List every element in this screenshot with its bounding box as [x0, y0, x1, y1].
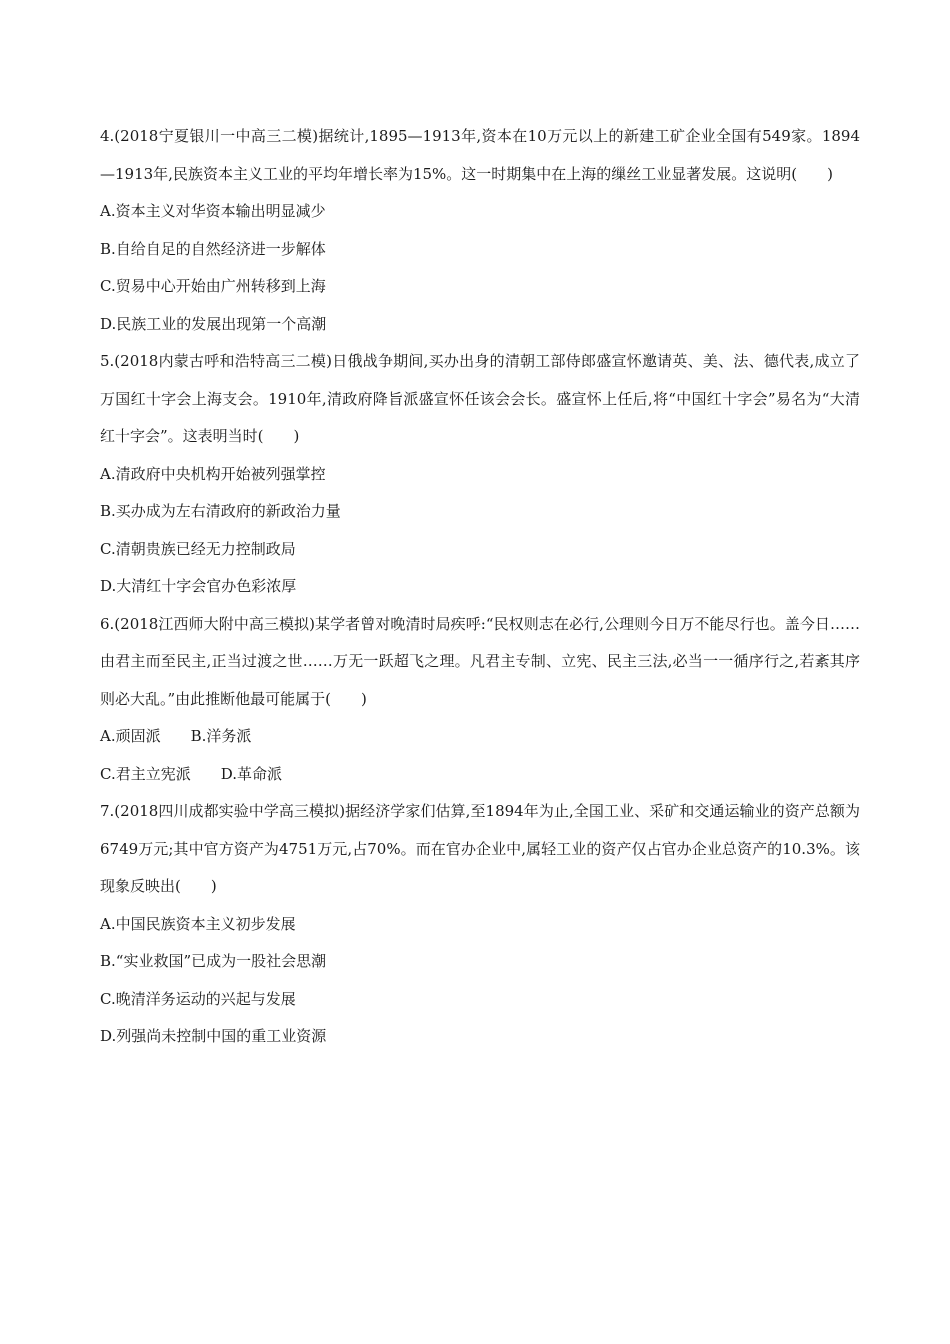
option-d: D.革命派: [220, 764, 282, 783]
option-a: A.中国民族资本主义初步发展: [100, 914, 296, 933]
question-6: [100, 606, 860, 794]
question-4: [100, 118, 860, 343]
question-7: [100, 793, 860, 1056]
option-b: B.“实业救国”已成为一股社会思潮: [100, 952, 327, 970]
option-a: A.资本主义对华资本输出明显减少: [100, 202, 326, 220]
question-stem: 6.(2018江西师大附中高三模拟)某学者曾对晚清时局疾呼:“民权则志在必行,公理则今日万不能尽行也。盖今日……由君主而至民主,正当过渡之世……万无一跃超飞之理。凡君主专制、立宪、民主三法,必当一一循序行之,若紊其序则必大乱。”由此推断他最可能属于( ): [100, 614, 860, 708]
option-row-ab: [100, 718, 860, 756]
option-c: C.贸易中心开始由广州转移到上海: [100, 277, 326, 295]
option-a: A.顽固派: [100, 727, 161, 745]
option-row-cd: [100, 756, 860, 794]
option-c: C.晚清洋务运动的兴起与发展: [100, 989, 296, 1008]
option-b: B.洋务派: [190, 727, 252, 745]
option-d: D.大清红十字会官办色彩浓厚: [100, 577, 297, 595]
option-a: A.清政府中央机构开始被列强掌控: [100, 464, 326, 483]
question-list: [100, 118, 860, 1056]
question-5: [100, 343, 860, 606]
option-b: B.自给自足的自然经济进一步解体: [100, 239, 326, 258]
question-stem: 7.(2018四川成都实验中学高三模拟)据经济学家们估算,至1894年为止,全国工业、采矿和交通运输业的资产总额为6749万元;其中官方资产为4751万元,占70%。而在官办企业中,属轻工业的资产仅占官办企业总资产的10.3%。该现象反映出( ): [100, 802, 860, 895]
option-d: D.列强尚未控制中国的重工业资源: [100, 1027, 327, 1045]
option-b: B.买办成为左右清政府的新政治力量: [100, 502, 341, 520]
option-c: C.君主立宪派: [100, 764, 191, 783]
option-d: D.民族工业的发展出现第一个高潮: [100, 314, 327, 333]
option-c: C.清朝贵族已经无力控制政局: [100, 539, 296, 558]
question-stem: 5.(2018内蒙古呼和浩特高三二模)日俄战争期间,买办出身的清朝工部侍郎盛宣怀邀请英、美、法、德代表,成立了万国红十字会上海支会。1910年,清政府降旨派盛宣怀任该会会长。盛宣怀上任后,将“中国红十字会”易名为“大清红十字会”。这表明当时( ): [100, 352, 860, 445]
question-stem: 4.(2018宁夏银川一中高三二模)据统计,1895—1913年,资本在10万元以上的新建工矿企业全国有549家。1894—1913年,民族资本主义工业的平均年增长率为15%。这一时期集中在上海的缫丝工业显著发展。这说明( ): [100, 127, 860, 183]
